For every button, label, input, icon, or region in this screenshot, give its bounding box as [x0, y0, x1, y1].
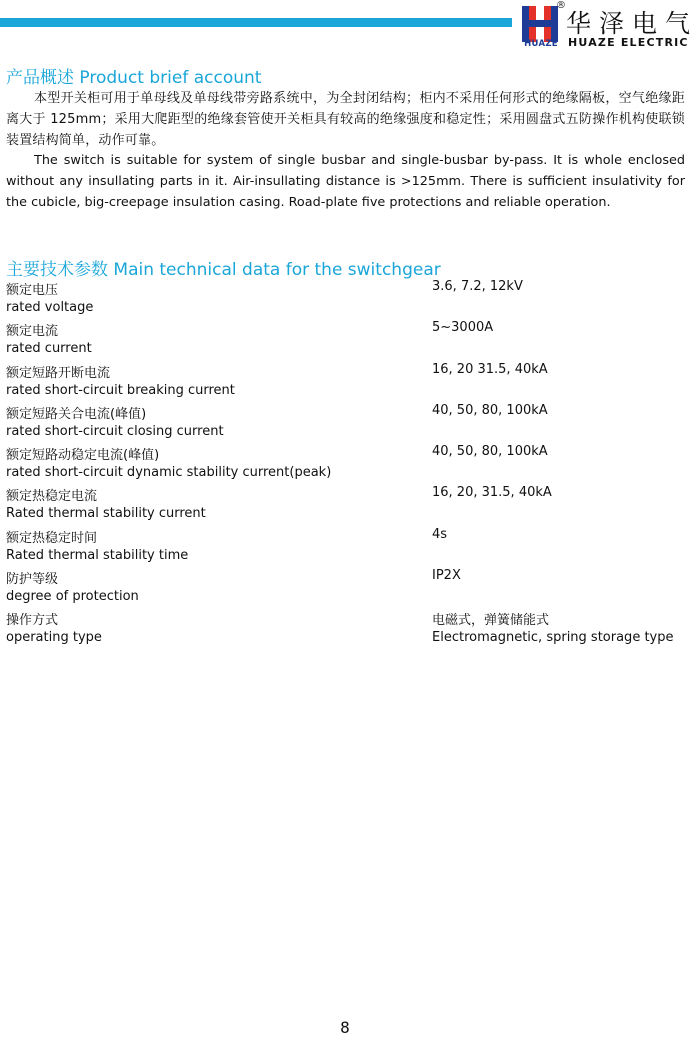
spec-label-cn: 额定短路开断电流: [6, 365, 111, 381]
spec-label-cn: 额定短路关合电流(峰值): [6, 406, 147, 422]
spec-row: [6, 362, 686, 403]
spec-list: [6, 279, 686, 651]
spec-value: 40, 50, 80, 100kA: [432, 444, 548, 459]
spec-label-cn: 额定热稳定电流: [6, 489, 98, 505]
brief-section-title: 产品概述 Product brief account: [6, 68, 262, 88]
brief-text-cn: 本型开关柜可用于单母线及单母线带旁路系统中，为全封闭结构；柜内不采用任何形式的绝缘隔板，空气绝缘距离大于 125mm；采用大爬距型的绝缘套管使开关柜具有较高的绝缘强度和稳定性；采用圆盘式五防操作机构使联锁装置结构简单，动作可靠。: [6, 91, 685, 148]
spec-label-en: rated current: [6, 341, 92, 357]
spec-row: [6, 630, 686, 651]
spec-label-en: rated short-circuit breaking current: [6, 382, 235, 398]
spec-label-cn: 额定电流: [6, 324, 59, 340]
spec-row: [6, 444, 686, 485]
brand-name-cn: 华泽电气: [566, 9, 699, 38]
spec-label-en: operating type: [6, 630, 102, 645]
spec-label-cn: 额定电压: [6, 283, 59, 298]
spec-value: IP2X: [432, 567, 461, 583]
brand-name-en: HUAZE ELECTRIC: [568, 36, 689, 49]
spec-label-en: rated voltage: [6, 300, 94, 315]
spec-label-en: rated short-circuit closing current: [6, 423, 224, 439]
spec-value: 40, 50, 80, 100kA: [432, 402, 548, 418]
registered-mark: ®: [556, 0, 566, 11]
spec-row: [6, 485, 686, 526]
brief-text-en: The switch is suitable for system of single busbar and single-busbar by-pass. It is whole enclosed without any insullating parts in it. Air-insullating distance is >125mm. There is sufficient insulativity for the cubicle, big-creepage insulation casing. Road-plate five protections and reliable operation.: [6, 153, 685, 210]
spec-value: Electromagnetic, spring storage type: [432, 630, 674, 645]
spec-label-en: rated short-circuit dynamic stability current(peak): [6, 465, 332, 480]
spec-value: 电磁式，弹簧储能式: [432, 613, 550, 628]
spec-label-cn: 操作方式: [6, 613, 59, 628]
spec-row: [6, 527, 686, 568]
spec-row: [6, 403, 686, 444]
page-number: 8: [340, 1018, 350, 1037]
spec-label-cn: 额定热稳定时间: [6, 530, 98, 546]
spec-row: [6, 279, 686, 320]
spec-label-cn: 额定短路动稳定电流(峰值): [6, 448, 160, 463]
spec-value: 16, 20 31.5, 40kA: [432, 361, 548, 377]
header-accent-bar: [0, 18, 512, 27]
spec-value: 3.6, 7.2, 12kV: [432, 279, 523, 294]
spec-value: 5~3000A: [432, 320, 494, 336]
logo-wordmark: HUAZE: [524, 39, 558, 49]
spec-label-cn: 防护等级: [6, 571, 59, 587]
spec-label-en: degree of protection: [6, 588, 139, 604]
spec-value: 16, 20, 31.5, 40kA: [432, 485, 552, 501]
spec-label-en: Rated thermal stability current: [6, 506, 206, 522]
spec-row: [6, 568, 686, 609]
spec-row: [6, 320, 686, 361]
spec-value: 4s: [432, 526, 448, 542]
tech-section-title: 主要技术参数 Main technical data for the switchgear: [6, 260, 441, 280]
huaze-logo-icon: [521, 5, 559, 43]
spec-label-en: Rated thermal stability time: [6, 547, 189, 563]
